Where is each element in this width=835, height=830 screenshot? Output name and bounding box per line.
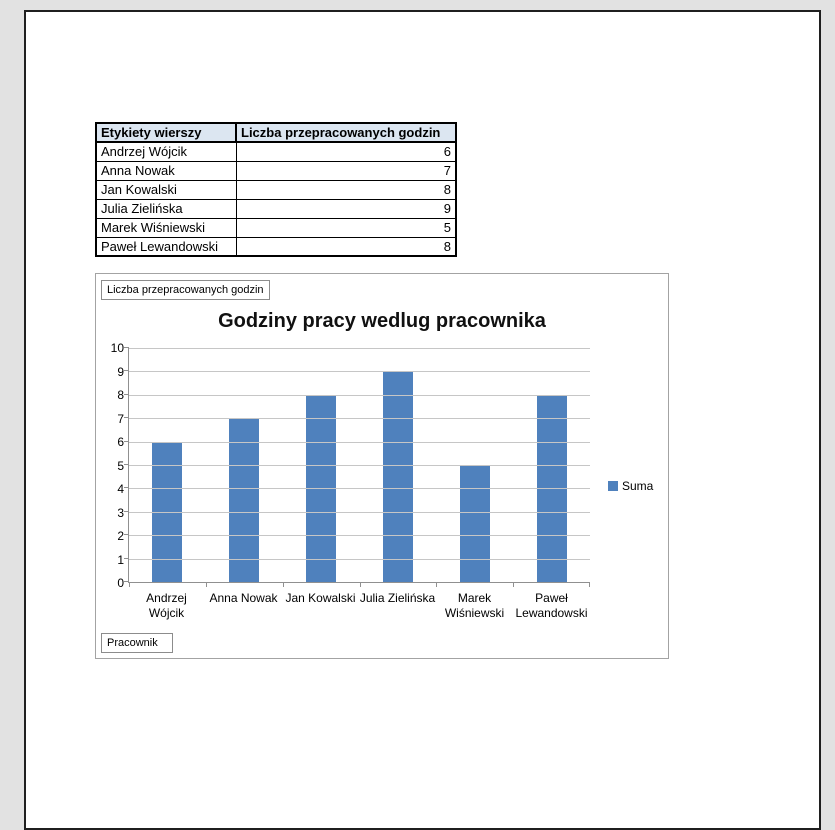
- gridline: [129, 418, 590, 419]
- value-cell: 6: [236, 142, 456, 161]
- x-axis-tick: [360, 582, 361, 587]
- gridline: [129, 371, 590, 372]
- x-axis-tick: [589, 582, 590, 587]
- y-axis-tick-label: 4: [117, 482, 124, 496]
- x-axis-tick-label-line: Jan Kowalski: [285, 591, 356, 605]
- bar: [383, 371, 413, 582]
- row-label-cell: Paweł Lewandowski: [96, 237, 236, 256]
- x-axis-tick-label: [205, 591, 282, 621]
- value-cell: 5: [236, 218, 456, 237]
- gridline: [129, 535, 590, 536]
- y-axis-tick: [124, 394, 129, 395]
- gridline: [129, 465, 590, 466]
- x-axis-tick-label: [513, 591, 590, 621]
- x-axis-tick-label-line: Julia Zielińska: [359, 591, 436, 605]
- y-axis-tick: [124, 370, 129, 371]
- value-cell: 7: [236, 161, 456, 180]
- row-label-cell: Andrzej Wójcik: [96, 142, 236, 161]
- legend-label: Suma: [622, 479, 654, 493]
- y-axis-tick: [124, 581, 129, 582]
- document-page: [24, 10, 821, 830]
- y-axis-tick: [124, 487, 129, 488]
- x-axis-tick-label-line: Andrzej: [146, 591, 187, 605]
- table-row: [96, 142, 456, 161]
- value-cell: 9: [236, 199, 456, 218]
- pivot-table-header-row: [96, 123, 456, 142]
- gridline: [129, 488, 590, 489]
- pivot-chart: [95, 273, 669, 659]
- legend-swatch-suma: [608, 481, 618, 491]
- value-cell: 8: [236, 237, 456, 256]
- value-cell: 8: [236, 180, 456, 199]
- gridline: [129, 348, 590, 349]
- y-axis-tick: [124, 417, 129, 418]
- table-row: [96, 161, 456, 180]
- x-axis-tick-label-line: Wójcik: [148, 606, 185, 620]
- y-axis-tick: [124, 347, 129, 348]
- row-label-cell: Anna Nowak: [96, 161, 236, 180]
- plot-area: [128, 348, 590, 583]
- chart-title: Godziny pracy wedlug pracownika: [218, 310, 546, 332]
- x-axis-tick: [436, 582, 437, 587]
- y-axis-tick-label: 3: [117, 505, 124, 520]
- x-axis-tick: [283, 582, 284, 587]
- x-axis-tick-label: [359, 591, 436, 621]
- x-axis-labels: [128, 591, 590, 621]
- axis-field-button[interactable]: Pracownik: [101, 633, 173, 653]
- x-axis-ticks: [129, 582, 590, 587]
- pivot-header-row-labels: Etykiety wierszy: [96, 123, 236, 142]
- x-axis-tick-label-line: Anna Nowak: [209, 591, 278, 605]
- gridline: [129, 442, 590, 443]
- values-field-button[interactable]: Liczba przepracowanych godzin: [101, 280, 270, 300]
- x-axis-tick-label-line: Paweł: [535, 591, 568, 605]
- x-axis-tick-label-line: Lewandowski: [515, 606, 588, 620]
- y-axis-tick-label: 0: [117, 576, 124, 590]
- y-axis-labels: [96, 341, 124, 590]
- gridline: [129, 559, 590, 560]
- row-label-cell: Julia Zielińska: [96, 199, 236, 218]
- table-row: [96, 199, 456, 218]
- legend: [608, 479, 653, 493]
- y-axis-tick: [124, 511, 129, 512]
- x-axis-tick-label-line: Wiśniewski: [444, 606, 505, 620]
- y-axis-tick-label: 2: [117, 529, 124, 543]
- table-row: [96, 180, 456, 199]
- row-label-cell: Marek Wiśniewski: [96, 218, 236, 237]
- x-axis-tick: [513, 582, 514, 587]
- bar: [229, 418, 259, 582]
- y-axis-tick: [124, 534, 129, 535]
- y-axis-tick-label: 5: [117, 458, 124, 473]
- bar: [460, 465, 490, 582]
- y-axis-tick-label: 9: [117, 364, 124, 379]
- x-axis-tick-label: [282, 591, 359, 621]
- y-axis-tick-label: 6: [117, 435, 124, 449]
- y-axis-tick: [124, 464, 129, 465]
- table-row: [96, 218, 456, 237]
- x-axis-tick-label: [128, 591, 205, 621]
- x-axis-tick-label: [436, 591, 513, 621]
- x-axis-tick-label-line: Marek: [457, 591, 492, 605]
- x-axis-tick: [129, 582, 130, 587]
- gridline: [129, 395, 590, 396]
- gridline: [129, 512, 590, 513]
- y-axis-tick-label: 1: [117, 552, 124, 567]
- table-row: [96, 237, 456, 256]
- row-label-cell: Jan Kowalski: [96, 180, 236, 199]
- y-axis-tick-label: 7: [117, 411, 124, 426]
- pivot-table: [95, 122, 457, 257]
- pivot-header-hours: Liczba przepracowanych godzin: [236, 123, 456, 142]
- y-axis-tick: [124, 558, 129, 559]
- x-axis-tick: [206, 582, 207, 587]
- y-axis-tick-label: 10: [110, 341, 124, 355]
- y-axis-tick-label: 8: [117, 388, 124, 402]
- y-axis-tick: [124, 441, 129, 442]
